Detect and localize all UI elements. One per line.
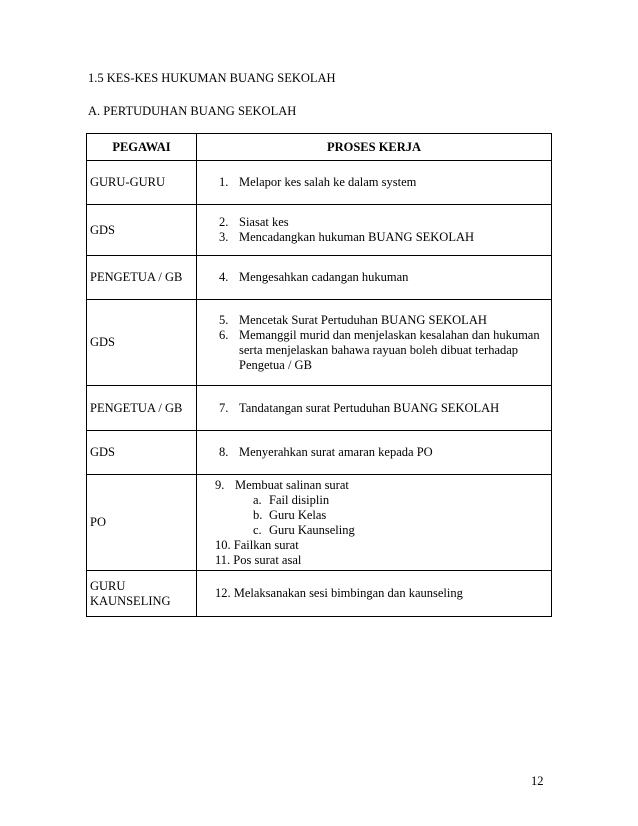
process-cell: [197, 475, 552, 571]
process-item: 5. Mencetak Surat Pertuduhan BUANG SEKOLAH: [219, 312, 487, 327]
process-cell: [197, 300, 552, 386]
page-number: 12: [531, 774, 544, 788]
table-row: [87, 205, 552, 256]
process-item: 7. Tandatangan surat Pertuduhan BUANG SEKOLAH: [219, 400, 500, 415]
process-item: 11. Pos surat asal: [215, 552, 302, 567]
table-row: [87, 571, 552, 617]
process-cell: [197, 161, 552, 205]
process-item: 9. Membuat salinan surat: [215, 477, 349, 492]
process-cell: [197, 256, 552, 300]
process-item: 2. Siasat kes: [219, 215, 289, 229]
process-item: 12. Melaksanakan sesi bimbingan dan kaunseling: [215, 586, 463, 600]
table-row: [87, 300, 552, 386]
section-heading: 1.5 KES-KES HUKUMAN BUANG SEKOLAH: [88, 71, 336, 85]
process-cell: [197, 431, 552, 475]
table-row: [87, 431, 552, 475]
process-cell: [197, 386, 552, 431]
pegawai-cell: PENGETUA / GB: [87, 386, 197, 431]
process-table: [86, 133, 552, 617]
pegawai-cell: GURU KAUNSELING: [87, 571, 197, 617]
pegawai-cell: PENGETUA / GB: [87, 256, 197, 300]
process-cell: [197, 571, 552, 617]
process-item: 6. Memanggil murid dan menjelaskan kesalahan dan hukuman: [219, 327, 540, 342]
table-row: [87, 475, 552, 571]
process-subitem: c. Guru Kaunseling: [253, 522, 355, 537]
table-row: [87, 386, 552, 431]
pegawai-cell: GURU-GURU: [87, 161, 197, 205]
process-item-continuation: serta menjelaskan bahawa rayuan boleh dibuat terhadap: [239, 342, 519, 357]
process-item: 1. Melapor kes salah ke dalam system: [219, 175, 417, 189]
pegawai-cell: GDS: [87, 431, 197, 475]
process-item-continuation: Pengetua / GB: [239, 357, 312, 372]
pegawai-cell: PO: [87, 475, 197, 571]
pegawai-cell: GDS: [87, 300, 197, 386]
process-item: 10. Failkan surat: [215, 537, 299, 552]
header-proses-kerja: PROSES KERJA: [197, 134, 552, 161]
header-pegawai: PEGAWAI: [87, 134, 197, 161]
table-row: [87, 161, 552, 205]
subsection-heading: A. PERTUDUHAN BUANG SEKOLAH: [88, 104, 297, 118]
process-cell: [197, 205, 552, 256]
process-subitem: a. Fail disiplin: [253, 492, 330, 507]
process-item: 3. Mencadangkan hukuman BUANG SEKOLAH: [219, 230, 475, 244]
process-item: 4. Mengesahkan cadangan hukuman: [219, 270, 409, 284]
pegawai-cell: GDS: [87, 205, 197, 256]
table-row: [87, 256, 552, 300]
process-item: 8. Menyerahkan surat amaran kepada PO: [219, 445, 433, 459]
table-header-row: [87, 134, 552, 161]
process-subitem: b. Guru Kelas: [253, 507, 327, 522]
